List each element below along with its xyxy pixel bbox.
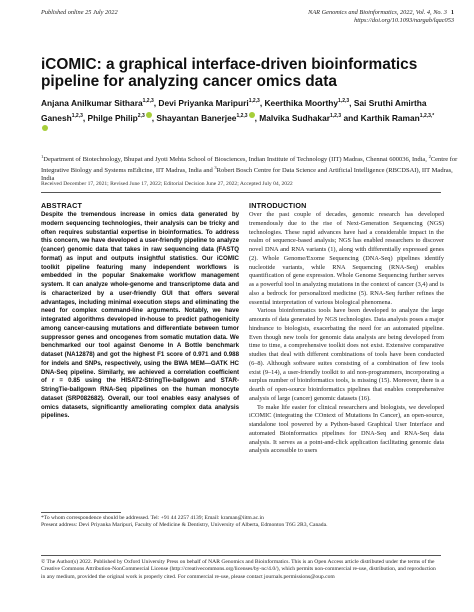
affiliation-text: Department of Biotechnology, Bhupat and Jyoti Mehta School of Biosciences, Indian Institute of Technology (IIT) Madras, Chennai 600036, India, xyxy=(43,156,429,164)
author-name: Anjana Anilkumar Sithara xyxy=(41,97,143,108)
affiliation-marker: 2 xyxy=(428,154,431,159)
orcid-icon[interactable] xyxy=(42,125,48,131)
affiliation-marker: 3 xyxy=(214,165,217,171)
author-separator: , xyxy=(349,97,354,108)
footnotes xyxy=(41,515,441,530)
introduction-heading: INTRODUCTION xyxy=(249,201,307,210)
copyright-notice: © The Author(s) 2022. Published by Oxford University Press on behalf of NAR Genomics and Bioinformatics. This is an Open Access article distributed under the terms of the Creative Commons Attribution-NonCommercial License (http://creativecommons.org/licenses/by-nc/4.0/), which permits non-commercial re-use, distribution, and reproduction in any medium, provided the original work is properly cited. For commercial re-use, please contact journals.permissions@oup.com xyxy=(41,559,436,580)
journal-citation xyxy=(308,9,454,25)
intro-paragraph: Various bioinformatics tools have been developed to analyze the large amounts of data generated by NGS technologies. Data analysis poses a major hindrance to biologists, exacerbating the need for an automated pipeline. Even though new tools for genomic data analysis are being developed from time to time, a comprehensive toolkit does not exist. Extensive comparative studies that deal with different combinations of tools have been conducted (6–8). Although software suites consisting of a combination of few tools exist (9–14), a user-friendly toolkit to aid non-programmers, incorporating a surplus number of bioinformatics tools, is missing (15). Moreover, there is a dearth of open-source bioinformatics pipelines that enables comprehensive analysis of large (cancer) genomic datasets (16). xyxy=(249,307,444,402)
publication-date: Published online 25 July 2022 xyxy=(41,9,118,16)
author-name: Philge Philip xyxy=(87,112,138,123)
author-affiliation-marker: 1,2,3,* xyxy=(419,112,435,119)
author-separator: , xyxy=(153,97,159,108)
author-separator: , xyxy=(259,97,265,108)
received-dates: Received December 17, 2021; Revised June 17, 2022; Editorial Decision June 27, 2022; Accepted July 04, 2022 xyxy=(41,181,293,187)
page-number: 1 xyxy=(450,9,454,16)
author-name: Karthik Raman xyxy=(360,112,420,123)
author-affiliation-marker: 1,2,3 xyxy=(330,112,342,119)
intro-paragraph: Over the past couple of decades, genomic research has developed tremendously due to the rise of Next-Generation Sequencing (NGS) technologies. These rapid advances have had a considerable impact in the realm of sequence-based analysis; NGS has enabled researchers to discover novel DNA and RNA variants (1), along with differentially expressed genes (2). Whole Genome/Exome Sequencing (DNA-Seq) pipelines identify nucleotide variants, while RNA Sequencing (RNA-Seq) enables quantification of gene expression. Whole Genome Sequencing further serves as a powerful tool in analyzing mutations in the context of cancer (3,4) and is also a bedrock for personalized medicine (5). RNA-Seq further refines the essential interpretation of various biological phenomena. xyxy=(249,211,444,306)
author-separator: , xyxy=(151,112,157,123)
author-separator: , xyxy=(254,112,260,123)
affiliation-text: Robert Bosch Centre for Data Science and Artificial Intelligence (RBCDSAI), IIT Madras, India xyxy=(41,167,453,183)
copyright-divider xyxy=(41,555,441,556)
author-separator: , xyxy=(82,112,88,123)
author-list xyxy=(41,95,441,138)
author-affiliation-marker: 1,2,3 xyxy=(338,98,350,104)
footnote-divider xyxy=(41,512,121,513)
doi-link[interactable]: https://doi.org/10.1093/nargab/lqac053 xyxy=(354,17,454,24)
author-separator: and xyxy=(341,112,361,123)
author-name: Devi Priyanka Maripuri xyxy=(158,97,249,108)
affiliation-text: Centre for Integrative Biology and Systems mEdicine, IIT Madras, India and xyxy=(41,156,458,175)
author-name: Shayantan Banerjee xyxy=(156,112,237,123)
present-address-note: Present address: Devi Priyanka Maripuri, Faculty of Medicine & Dentistry, University of Alberta, Edmonton T6G 2R3, Canada. xyxy=(41,522,328,529)
abstract-text: Despite the tremendous increase in omics data generated by modern sequencing technologies, their analysis can be tricky and often requires substantial expertise in bioinformatics. To address this concern, we have developed a user-friendly pipeline to analyze (cancer) genomic data that takes in raw sequencing data (FASTQ format) as input and outputs insightful statistics. Our iCOMIC toolkit pipeline featuring many independent workflows is embedded in the popular Snakemake workflow management system. It can analyze whole-genome and transcriptome data and is characterized by a user-friendly GUI that offers several advantages, including minimal execution steps and eliminating the need for complex command-line arguments. Notably, we have integrated algorithms developed in-house to predict pathogenicity among cancer-causing mutations and differentiate between tumor suppressor genes and oncogenes from somatic mutation data. We benchmarked our tool against Genome In A Bottle benchmark dataset (NA12878) and got the highest F1 score of 0.971 and 0.988 for indels and SNPs, respectively, using the BWA MEM—GATK HC DNA-Seq pipeline. Similarly, we achieved a correlation coefficient of r = 0.85 using the HISAT2-StringTie-ballgown and STAR-StringTie-ballgown RNA-Seq pipelines on the human monocyte dataset (SRP082682). Overall, our tool enables easy analyses of omics datasets, significantly ameliorating complex data analysis pipelines. xyxy=(41,211,239,420)
author-name: Keerthika Moorthy xyxy=(264,97,339,108)
author-affiliation-marker: 1,2,3 xyxy=(248,98,260,104)
intro-paragraph: To make life easier for clinical researchers and biologists, we developed iCOMIC (integrating the COntext of Mutations In Cancer), an open-source, standalone tool powered by a Python-based Graphical User Interface and automated Bioinformatics pipelines for DNA-Seq and RNA-Seq data analysis. It serves as a point-and-click application facilitating genomic data analysis accessible to users xyxy=(249,403,444,455)
article-title: iCOMIC: a graphical interface-driven bioinformatics pipeline for analyzing cancer omics data xyxy=(41,56,418,90)
header-divider xyxy=(41,192,441,193)
author-name: Sai Sruthi Amirtha Ganesh xyxy=(41,97,427,123)
corresponding-author-note: *To whom correspondence should be addressed. Tel: +91 44 2257 4139; Email: kraman@iitm.ac.in xyxy=(41,515,264,521)
affiliation-marker: 1 xyxy=(41,154,44,159)
author-affiliation-marker: 1,2,3 xyxy=(236,112,248,119)
author-name: Malvika Sudhakar xyxy=(259,112,330,123)
author-affiliation-marker: 1,2,3 xyxy=(71,112,83,119)
author-affiliation-marker: 2,3 xyxy=(137,112,145,119)
abstract-heading: ABSTRACT xyxy=(41,201,83,210)
journal-line: NAR Genomics and Bioinformatics, 2022, Vol. 4, No. 3 xyxy=(308,9,447,16)
introduction-body xyxy=(249,211,444,456)
affiliations xyxy=(41,153,461,183)
author-affiliation-marker: 1,2,3 xyxy=(142,98,154,104)
